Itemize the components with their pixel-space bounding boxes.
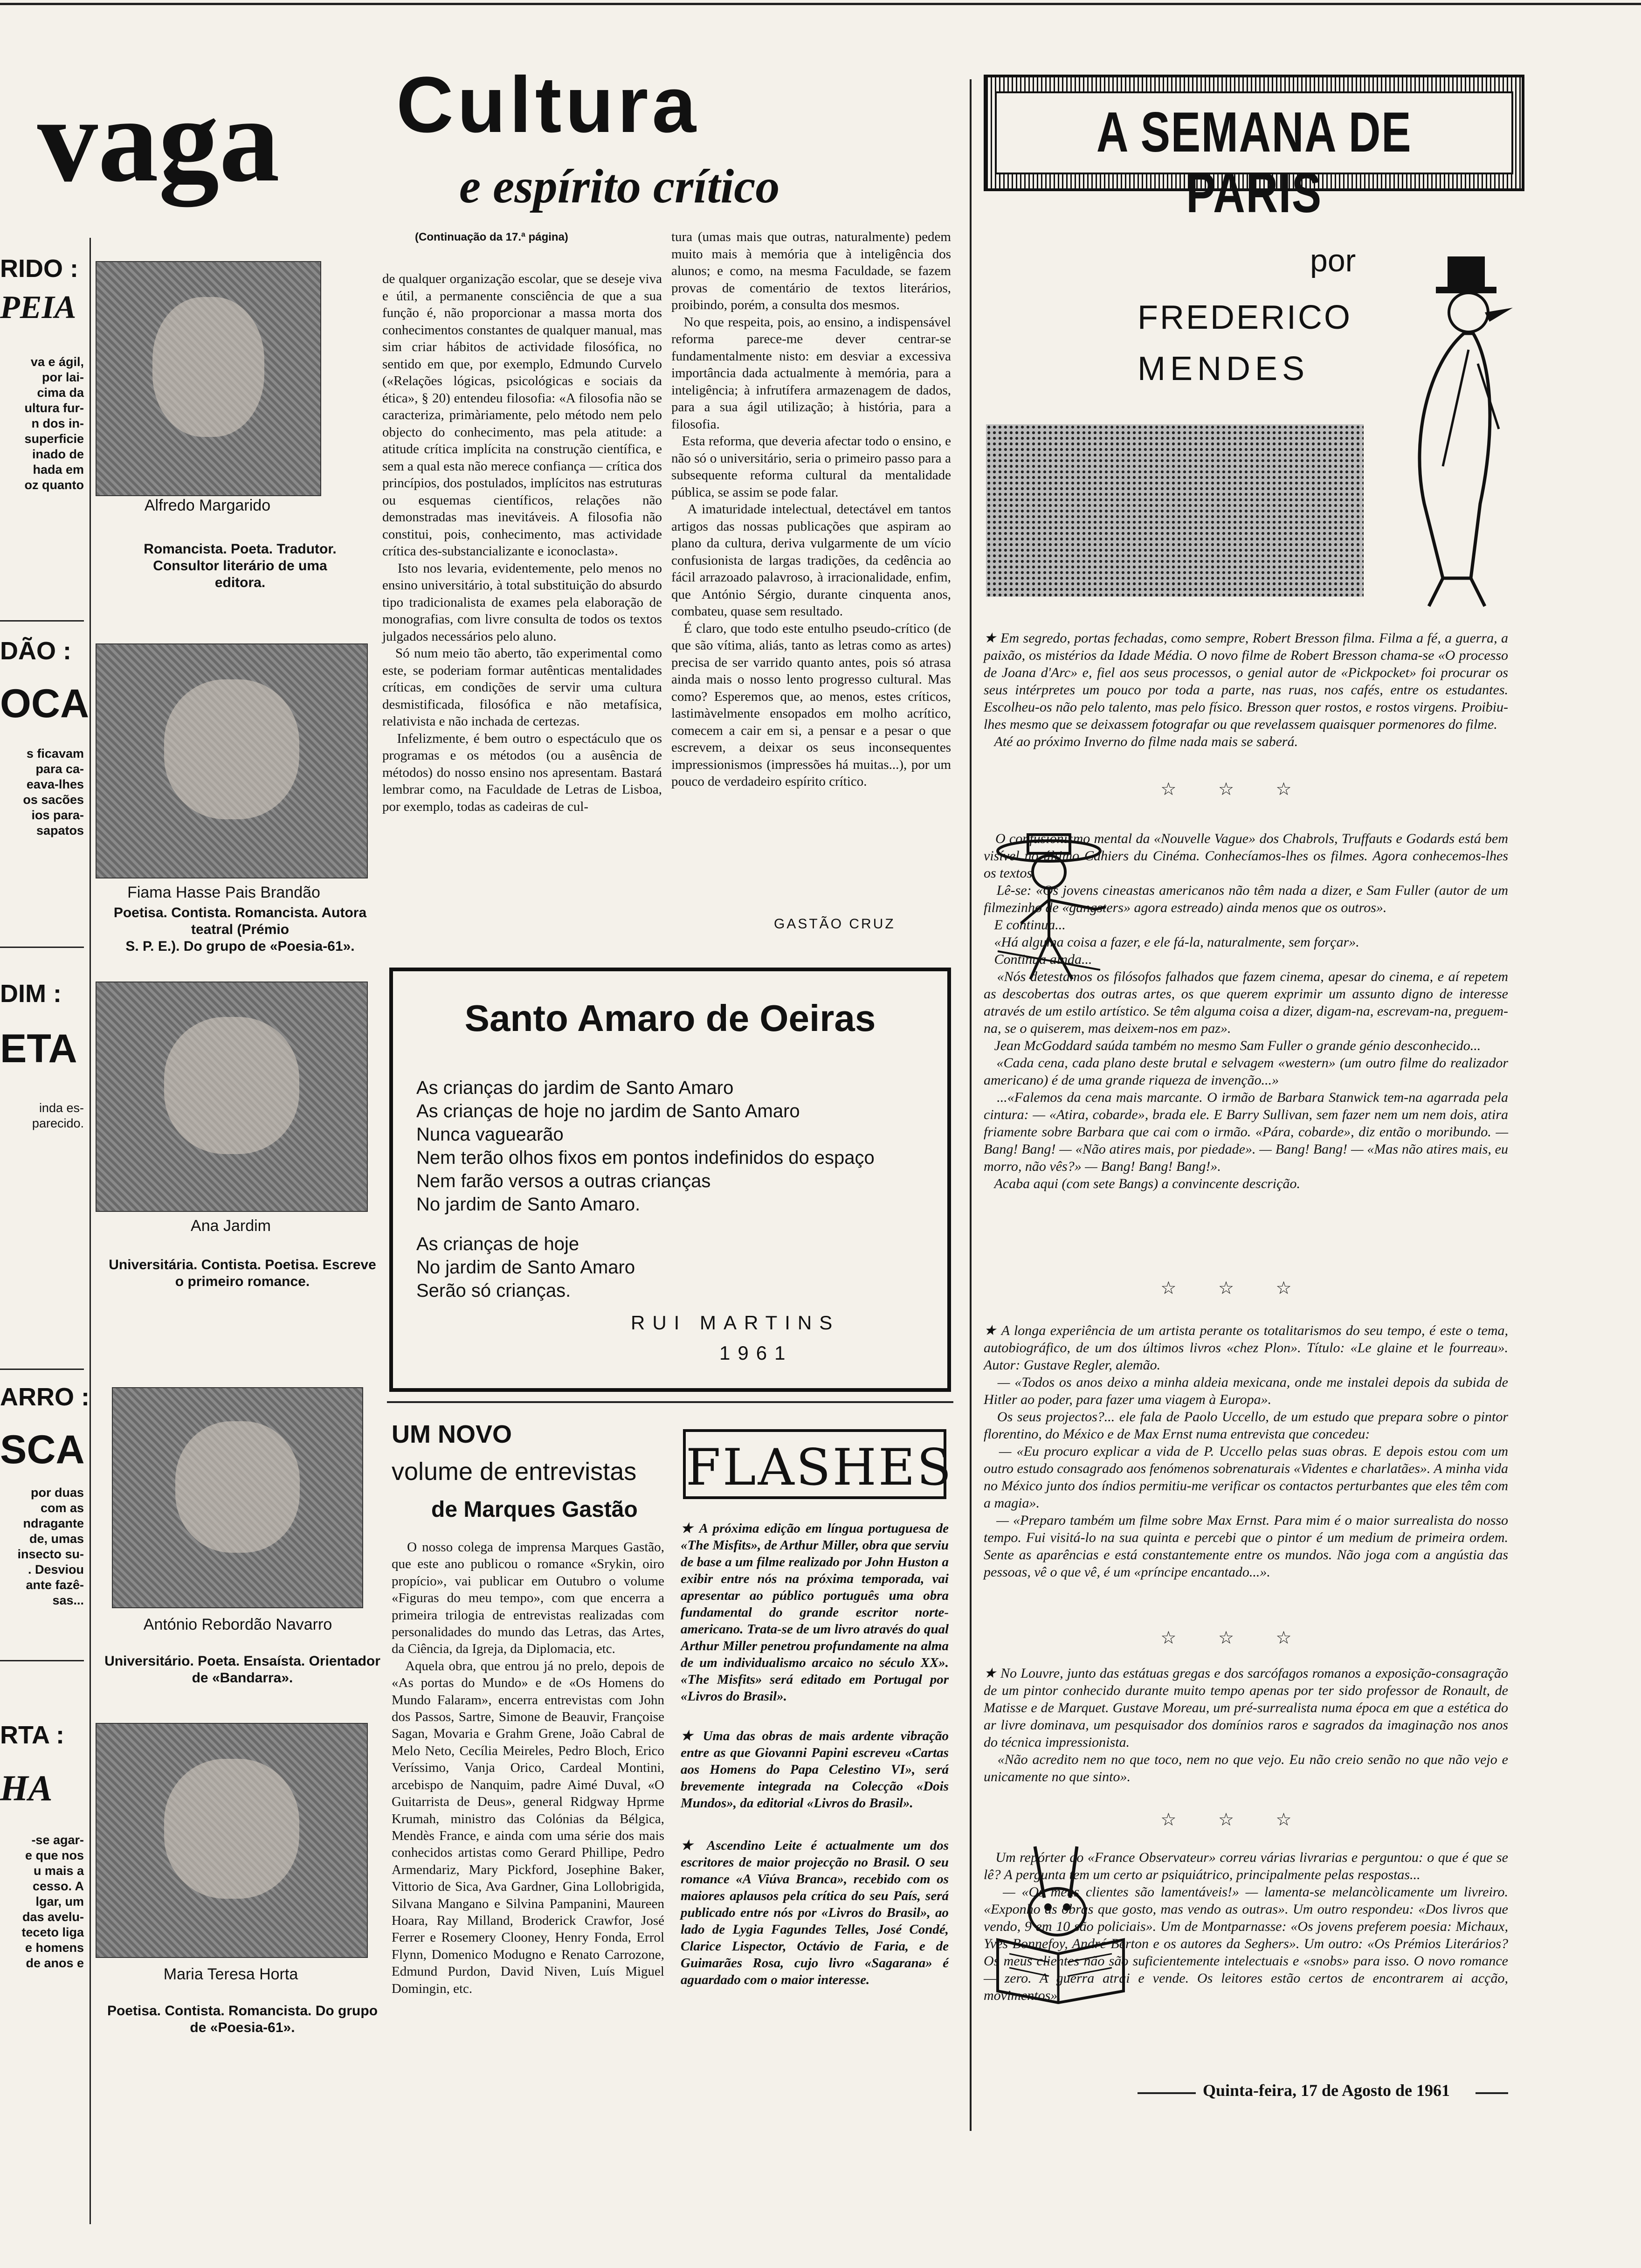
flashes-title-box [683, 1429, 953, 1499]
paris-paragraph-text: O confusionismo mental da «Nouvelle Vague» dos Chabrols, Truffauts e Godards está bem visível no último Cahiers du Cinéma. Conhecíamos-lhes os filmes. Agora conhecemos-lhes os textos. Lê-se: «Os jovens cineastas americanos não têm nada a dizer, e Sam Fuller (autor de um filmezinho de «gangsters» agora estreado) ainda menos que os outros». E continua... «Há alguma coisa a fazer, e ele fá-la, naturalmente, sem forçar». Continua ainda... «Nós detestamos os filósofos falhados que fazem cinema, apesar do cinema, e aí repetem as descobertas dos outras artes, os que querem exprimir um assunto digno de interesse através de um estilo artístico. Se têm alguma coisa a dizer, digam-na, escrevam-na, preguem-na, se o quiserem, mas deixem-nos em paz». Jean McGoddard saúda também no mesmo Sam Fuller o grande génio desconhecido... «Cada cena, cada plano deste brutal e selvagem «western» (um outro filme do realizador americano) é de uma grande riqueza de invenção...» ...«Falemos da cena mais marcante. O irmão de Barbara Stanwick tem-na agarrada pela cintura: — «Atira, cobarde», brada ele. E Barry Sullivan, sem fazer nem um nem dois, atira friamente sobre Barbara que cai com o irmão. «Pára, cobarde», diz então o moribundo. — Bang! Bang! — «Não atires mais, por piedade». — Bang! Bang! — «Mas não atires mais, eu morro, não vês?» — Bang! Bang! Bang!». Acaba aqui (com sete Bangs) a convincente descrição. [984, 831, 1508, 1191]
cultura-column-1: de qualquer organização escolar, que se deseje viva e útil, a permanente consciência de que a sua função é, não proporcionar a massa morta dos conhecimentos constantes de qualquer manual, mas sim criar hábitos de actividade filosófica, no sentido em que, por exemplo, Edmundo Curvelo («Relações lógicas, psicológicas e sociais da ética», § 20) entendeu filosofia: «A filosofia não se caracteriza, primàriamente, pelo método nem pelo objecto do conhecimento, mas pela atitude: a atitude crítica implícita na construção científica, e sem a qual esta não merece confiança — crítica dos princípios, dos postulados, implícitos nas estruturas ou esquemas científicos, relações não demonstradas mas inevitáveis. A filosofia não constitui, pois, conhecimento, mas actividade crítica des-substancializante e iconoclasta». Isto nos levaria, evidentemente, pelo menos no ensino universitário, à total substituição do absurdo tipo tradicionalista de exames pela elaboração de monografias, com livre consulta de todos os textos julgados necessários pelo aluno. Só num meio tão aberto, tão experimental como este, se poderiam formar autênticas mentalidades críticas, em condições de servir uma cultura desmistificada, filosófica e não metafísica, relativista e não inchada de certezas. Infelizmente, é bem outro o espectáculo que os programas e os métodos (ou a ausência de métodos) do nosso ensino nos apresentam. Bastará lembrar como, na Faculdade de Letras de Lisboa, por exemplo, todas as cadeiras de cul- [382, 271, 662, 814]
left-section-text: por duas com as ndragante de, umas insecto su- . Desviou ante fazê- sas... [17, 1486, 84, 1607]
paris-paragraph [984, 1322, 1508, 1581]
paris-title: A SEMANA DE PARIS [1096, 100, 1412, 224]
paris-paragraph [984, 1665, 1508, 1785]
cultura-author: GASTÃO CRUZ [774, 916, 896, 932]
top-rule [0, 3, 1641, 5]
flashes-title: FLASHES [686, 1438, 953, 1497]
portrait-photo [96, 1723, 368, 1958]
poem-title: Santo Amaro de Oeiras [464, 997, 876, 1039]
poem-year: 1961 [719, 1342, 793, 1364]
left-divider [0, 620, 84, 622]
paris-paragraph-text: Um repórter do «France Observateur» correu várias livrarias e perguntou: o que é que se lê? A pergunta tem um certo ar psiquiátrico, principalmente pelas respostas... — «Os meus clientes são lamentáveis!» — lamenta-se melancòlicamente um livreiro. «Exponho as obras que gosto, mas vendo as outras». Um outro respondeu: «Dos livros que vendo, 9 em 10 são policiais». Um de Montparnasse: «Os jovens preferem poesia: Michaux, Yves Bonnefoy, André Berton e os autores da Seghers». Um outro: «Os Prémios Literários? Os meus clientes não são suficientemente intelectuais e «snobs» para isso. O novo romance — zero. A guerra atrai e vende. Os leitores estão certos de encontrarem ai acção, movimentos». [984, 1850, 1508, 2003]
flashes-item-text: Ascendino Leite é actualmente um dos escritores de maior projecção no Brasil. O seu romance «A Viúva Branca», recebido com os maiores aplausos pela crítica do seu País, será publicado entre nós por «Livros do Brasil», ao lado de Lygia Fagundes Telles, José Condé, Clarice Lispector, Octávio de Faria, e de Guimarães Rosa, cujo livro «Sagarana» é aguardado com o maior interesse. [681, 1838, 949, 1987]
entrevistas-kicker: UM NOVO [392, 1420, 512, 1448]
section-rule [387, 1401, 953, 1403]
footer-rule [1138, 2092, 1196, 2094]
paris-title-box [984, 75, 1524, 224]
paris-paragraph-text: A longa experiência de um artista perante os totalitarismos do seu tempo, é este o tema, autobiográfico, de um dos últimos livros «chez Plon». Título: «Le glaine et le fourreau». Autor: Gustave Regler, alemão. — «Todos os anos deixo a minha aldeia mexicana, onde me instalei depois da subida de Hitler ao poder, para fazer uma viagem à Europa». Os seus projectos?... ele fala de Paolo Uccello, de um estudo que prepara sobre o pintor florentino, do México e de Max Ernst numa entrevista que concedeu: — «Eu procuro explicar a vida de P. Uccello pelas suas obras. E depois estou com um outro estudo consagrado aos fenómenos sobrenaturais «Videntes e charlatães». A minha vida no México junto dos índios permitiu-me verificar os contactos perturbantes que eles têm com a magia». — «Preparo também um filme sobre Max Ernst. Para mim é o maior surrealista do nosso tempo. Fui visitá-lo na sua quinta e percebi que o pintor é um medium de primeira ordem. Sente as aparências e está constantemente entre os mundos. Não joga com a angústia das pessoas, vê o que vê, é um «príncipe encantado...». [984, 1323, 1508, 1580]
left-section-sub: OCA [0, 681, 90, 726]
left-section-sub: HA [0, 1768, 53, 1808]
poem-line: Nem terão olhos fixos em pontos indefinidos do espaço [416, 1148, 875, 1168]
left-section-head: DIM : [0, 980, 62, 1008]
left-divider [0, 947, 84, 948]
portrait-photo [96, 982, 368, 1212]
paris-paragraph-text: No Louvre, junto das estátuas gregas e dos sarcófagos romanos a exposição-consagração de um pintor conhecido durante muito tempo apenas por ter sido professor de Ronault, de Matisse e de Marquet. Gustave Moreau, um pré-surrealista numa época em que a estética do ar livre dominava, um pesquisador dos domínios raros e sagrados da imaginação nos anos do técnica impressionista. «Não acredito nem no que toco, nem no que vejo. Eu não creio senão no que não vejo e unicamente no que sinto». [984, 1666, 1508, 1784]
flashes-item-text: Uma das obras de mais ardente vibração entre as que Giovanni Papini escreveu «Cartas aos Homens do Papa Celestino VI», será brevemente integrada na Colecção «Dois Mundos», da editorial «Livros do Brasil». [681, 1729, 949, 1811]
paris-title-inner [995, 91, 1513, 224]
portrait-bio: Universitário. Poeta. Ensaísta. Orientador de «Bandarra». [104, 1653, 385, 1686]
stars-divider: ☆ ☆ ☆ [1160, 1628, 1310, 1648]
portrait-bio: Poetisa. Contista. Romancista. Do grupo de «Poesia-61». [107, 2003, 382, 2035]
poem-author: RUI MARTINS [631, 1312, 840, 1334]
issue-date: Quinta-feira, 17 de Agosto de 1961 [1203, 2081, 1450, 2100]
column-rule [970, 79, 972, 2131]
poem-line: No jardim de Santo Amaro [416, 1257, 635, 1278]
portrait-photo [96, 261, 321, 496]
portrait-name: Ana Jardim [191, 1217, 271, 1235]
portrait-bio: Universitária. Contista. Poetisa. Escreve o primeiro romance. [109, 1257, 380, 1289]
cultura-title: Cultura [396, 61, 700, 149]
flashes-item [681, 1837, 949, 1988]
portrait-name: Maria Teresa Horta [163, 1965, 298, 1983]
flashes-item [681, 1728, 949, 1812]
footer-rule [1476, 2092, 1508, 2094]
poem-line: No jardim de Santo Amaro. [416, 1194, 641, 1215]
portrait-name: Alfredo Margarido [144, 497, 271, 514]
paris-paragraph-text: Em segredo, portas fechadas, como sempre, Robert Bresson filma. Filma a fé, a guerra, a paixão, os mistérios da Idade Média. O novo filme de Robert Bresson chama-se «O processo de Joana d'Arc» e, fiel aos seus processos, o genial autor de «Pickpocket» foi procurar os seus intérpretes um pouco por toda a parte, nas ruas, nos cafés, entre os estudantes. Escolheu-os não pelo talento, mas pelo físico. Bresson quer rostos, e rostos virgens. Proibiu-lhes mesmo que se deixassem fotografar ou que revelassem quaisquer pormenores do filme. Até ao próximo Inverno do filme nada mais se saberá. [984, 630, 1508, 749]
left-section-text: s ficavam para ca- eava-lhes os sacões ios para- sapatos [23, 747, 84, 837]
left-section-sub: SCA [0, 1427, 85, 1472]
entrevistas-headline: volume de entrevistas [392, 1458, 637, 1486]
left-section-head: RTA : [0, 1721, 64, 1749]
portrait-bio: Poetisa. Contista. Romancista. Autora teatral (Prémio S. P. E.). Do grupo de «Poesia-61». [113, 905, 367, 954]
paris-byline-name: MENDES [1138, 350, 1310, 387]
portrait-name: António Rebordão Navarro [143, 1616, 332, 1633]
flashes-item [681, 1520, 949, 1705]
left-section-text: va e ágil, por lai- cima da ultura fur- n dos in- superficie inado de hada em oz quanto [24, 355, 84, 492]
poem-line: Serão só crianças. [416, 1280, 571, 1301]
bullet-star-icon: ★ [681, 1838, 707, 1853]
flashes-item-text: A próxima edição em língua portuguesa de «The Misfits», de Arthur Miller, obra que serviu de base a um filme realizado por John Huston a exibir entre nós na próxima temporada, vai apresentar ao público português uma obra fundamental do grande escritor norte-americano. Trata-se de um livro através do qual Arthur Miller penetrou profundamente na alma de um individualismo arcaico no século XX». «The Misfits» será editado em Portugal por «Livros do Brasil». [681, 1521, 949, 1704]
cultura-subtitle: e espírito crítico [459, 159, 780, 213]
stars-divider: ☆ ☆ ☆ [1160, 1810, 1310, 1830]
bullet-star-icon: ★ [984, 1323, 1001, 1338]
portrait-name: Fiama Hasse Pais Brandão [127, 884, 320, 901]
cultura-column-2: tura (umas mais que outras, naturalmente) pedem muito mais à memória que à inteligência dos alunos; e como, na mesma Faculdade, se fazem provas de comentário de textos literários, proibindo, porém, a consulta dos mesmos. No que respeita, pois, ao ensino, a indispensável reforma parece-me dever centrar-se fundamentalmente nisto: em desviar a excessiva importância dada actualmente à memória, para a inteligência; à infrutífera armazenagem de dados, para a sua ágil utilização; à história, para a filosofia. Esta reforma, que deveria afectar todo o ensino, e não só o universitário, seria o primeiro passo para a subsequente reforma cultural da mentalidade pública, se assim se pode falar. A imaturidade intelectual, detectável em tantos artigos das nossas publicações que aspiram ao plano da cultura, deriva vulgarmente de um vício confusionista de largas tradições, da cedência ao fácil arrazoado palavroso, à irracionalidade, enfim, que António Sérgio, durante cinquenta anos, combateu, quase sem resultado. É claro, que todo este entulho pseudo-crítico (de que são vítima, aliás, tanto as letras como as artes) precisa de ser varrido quanto antes, pois só atrasa ainda mais o nosso lento progresso cultural. Mas como? Esperemos que, ao menos, estes críticos, lastimàvelmente ensopados em molho acrítico, comecem a cair em si, a pensar e a pesar o que escrevem, a deixar os seus inconsequentes impressionismos (impressões há muitas...), por um pouco de verdadeiro espírito crítico. [671, 229, 952, 789]
bullet-star-icon: ★ [681, 1521, 699, 1536]
left-section-head: DÃO : [0, 637, 71, 665]
poem-stanza-2 [416, 1232, 635, 1302]
bullet-star-icon: ★ [984, 1666, 1000, 1681]
left-section-head: ARRO : [0, 1383, 90, 1411]
halftone-block [986, 424, 1364, 597]
poem-line: As crianças de hoje no jardim de Santo Amaro [416, 1101, 800, 1121]
left-section-head: RIDO : [0, 255, 78, 283]
left-section-text: -se agar- e que nos u mais a cesso. A lgar, um das avelu- teceto liga e homens de anos e [21, 1833, 84, 1970]
left-section-sub: PEIA [0, 290, 76, 325]
left-column-rule [90, 238, 91, 2224]
entrevistas-byline: de Marques Gastão [431, 1497, 638, 1522]
poem-stanza-1 [416, 1076, 875, 1216]
stars-divider: ☆ ☆ ☆ [1160, 780, 1310, 799]
stars-divider: ☆ ☆ ☆ [1160, 1279, 1310, 1298]
left-divider [0, 1660, 84, 1661]
entrevistas-body: O nosso colega de imprensa Marques Gastão, que este ano publicou o romance «Srykin, oiro propício», vai publicar em Outubro o volume «Figuras do meu tempo», com que encerra a primeira trilogia de entrevistas realizadas com personalidades do mundo das Letras, das Artes, da Ciência, da Igreja, da Diplomacia, etc. Aquela obra, que entrou já no prelo, depois de «As portas do Mundo» e de «Os Homens do Mundo Falaram», encerra entrevistas com John dos Passos, Sartre, Simone de Beauvir, Françoise Sagan, Movaria e Grahm Grene, João Cabral de Melo Neto, Cecília Meireles, Pedro Bloch, Erico Veríssimo, Vanja Orico, Cardeal Montini, arcebispo de Nanquim, padre Aimé Duval, «O Guitarrista de Deus», general Ridgway Hprme Krumah, ministro das Colónias da Bélgica, Mendès France, e ainda com uma série dos mais conhecidos artistas como Gerard Phillipe, Pedro Armendariz, Mary Pickford, Josephine Baker, Vittorio de Sica, Ava Gardner, Gina Lollobrigida, Silvana Mangano e Silvina Pampanini, Maureen Hoara, Ray Milland, Broderick Crawfor, José Ferrer e Rosemery Clooney, Henry Fonda, Errol Flynn, Domenico Modugno e Renato Carrozone, Edmund Purdon, David Niven, Luís Miguel Domingin, etc. [392, 1540, 665, 1996]
masthead-word: vaga [37, 73, 280, 207]
left-section-text: inda es- parecido. [32, 1101, 84, 1130]
poem-line: Nem farão versos a outras crianças [416, 1171, 711, 1191]
bullet-star-icon: ★ [681, 1729, 703, 1743]
paris-byline-name: FREDERICO [1138, 299, 1352, 336]
poem-box [389, 968, 951, 1392]
paris-paragraph [984, 629, 1508, 750]
poem-line: As crianças de hoje [416, 1234, 579, 1254]
portrait-photo [96, 643, 368, 878]
portrait-photo [112, 1387, 363, 1608]
continuation-note: (Continuação da 17.ª página) [415, 231, 568, 243]
poem-line: As crianças do jardim de Santo Amaro [416, 1078, 734, 1098]
paris-byline-por: por [1310, 243, 1356, 278]
gentleman-illustration [1373, 242, 1541, 615]
portrait-bio: Romancista. Poeta. Tradutor. Consultor literário de uma editora. [144, 541, 337, 590]
left-section-sub: ETA [0, 1026, 77, 1071]
poem-line: Nunca vaguearão [416, 1124, 564, 1145]
left-divider [0, 1369, 84, 1370]
bullet-star-icon: ★ [984, 630, 1001, 646]
